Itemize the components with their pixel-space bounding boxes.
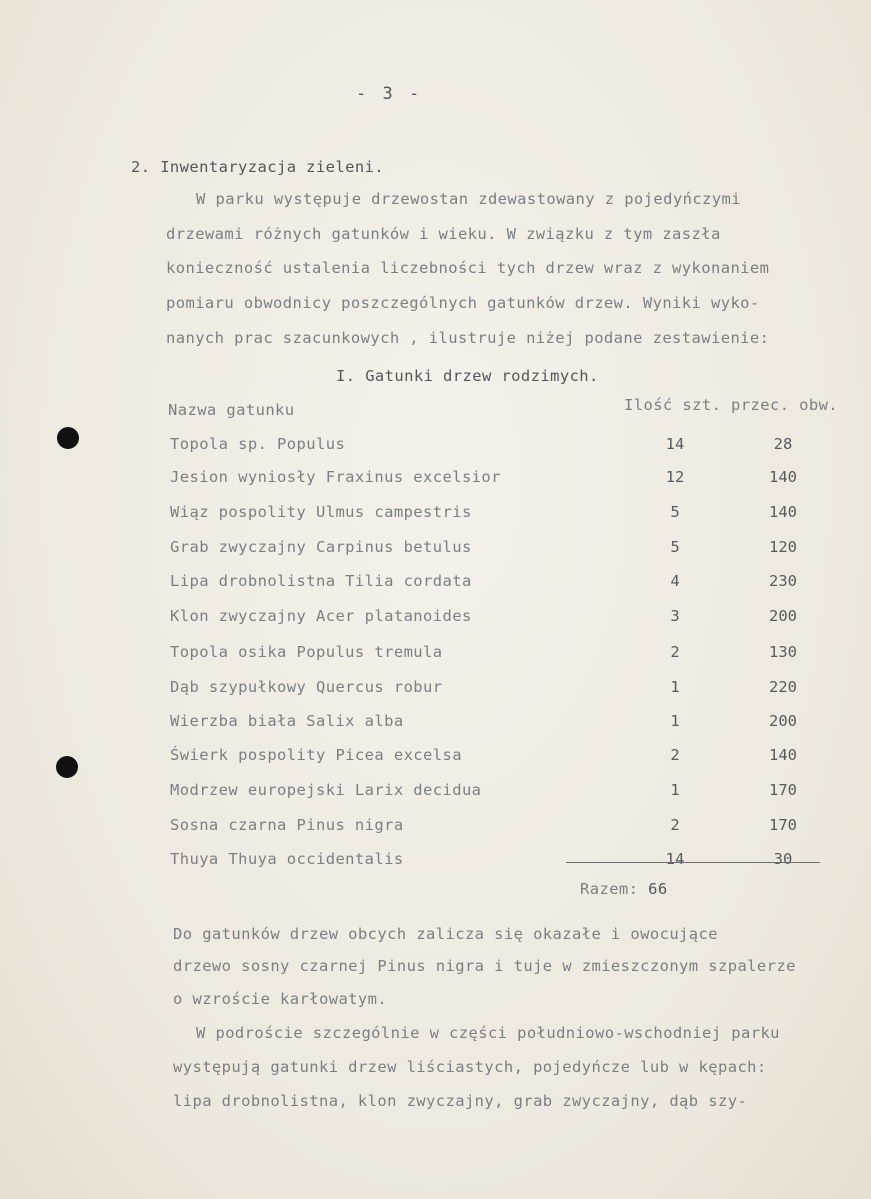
table-row	[0, 781, 871, 811]
table-total	[580, 880, 668, 898]
intro-line: W parku występuje drzewostan zdewastowany z pojedyńczymi	[196, 190, 741, 208]
column-header-qty-circumference: Ilość szt. przec. obw.	[624, 396, 839, 414]
species-name: Thuya Thuya occidentalis	[170, 850, 404, 868]
species-circumference: 130	[769, 643, 797, 661]
species-name: Sosna czarna Pinus nigra	[170, 816, 404, 834]
intro-line: pomiaru obwodnicy poszczególnych gatunków drzew. Wyniki wyko-	[166, 294, 760, 312]
species-name: Topola osika Populus tremula	[170, 643, 443, 661]
page-number: - 3 -	[356, 84, 423, 104]
species-circumference: 170	[769, 781, 797, 799]
table-row	[0, 643, 871, 673]
section-heading: 2. Inwentaryzacja zieleni.	[131, 158, 385, 176]
species-name: Dąb szypułkowy Quercus robur	[170, 678, 443, 696]
species-circumference: 200	[769, 607, 797, 625]
species-name: Świerk pospolity Picea excelsa	[170, 746, 462, 764]
species-quantity: 1	[670, 678, 680, 696]
table-row	[0, 503, 871, 533]
species-circumference: 140	[769, 746, 797, 764]
species-quantity: 14	[665, 435, 685, 453]
species-quantity: 3	[670, 607, 680, 625]
paragraph-line: W podroście szczególnie w części południowo-wschodniej parku	[196, 1024, 780, 1042]
species-name: Wiąz pospolity Ulmus campestris	[170, 503, 472, 521]
table-row	[0, 816, 871, 846]
species-quantity: 12	[665, 468, 685, 486]
species-name: Grab zwyczajny Carpinus betulus	[170, 538, 472, 556]
paragraph-line: lipa drobnolistna, klon zwyczajny, grab zwyczajny, dąb szy-	[173, 1092, 748, 1110]
species-name: Modrzew europejski Larix decidua	[170, 781, 482, 799]
species-quantity: 2	[670, 746, 680, 764]
paragraph-line: drzewo sosny czarnej Pinus nigra i tuje w zmieszczonym szpalerze	[173, 957, 796, 975]
column-header-name: Nazwa gatunku	[168, 401, 295, 419]
table-row	[0, 607, 871, 637]
sum-underline	[566, 862, 820, 863]
table-row	[0, 538, 871, 568]
intro-line: drzewami różnych gatunków i wieku. W związku z tym zaszła	[166, 225, 721, 243]
species-name: Wierzba biała Salix alba	[170, 712, 404, 730]
species-circumference: 170	[769, 816, 797, 834]
species-name: Klon zwyczajny Acer platanoides	[170, 607, 472, 625]
table-row	[0, 468, 871, 498]
table-row	[0, 746, 871, 776]
species-quantity: 5	[670, 503, 680, 521]
species-quantity: 2	[670, 643, 680, 661]
table-row	[0, 850, 871, 880]
species-circumference: 140	[769, 503, 797, 521]
paragraph-line: Do gatunków drzew obcych zalicza się okazałe i owocujące	[173, 925, 718, 943]
total-value: 66	[648, 880, 668, 898]
species-circumference: 220	[769, 678, 797, 696]
species-quantity: 5	[670, 538, 680, 556]
paragraph-line: występują gatunki drzew liściastych, pojedyńcze lub w kępach:	[173, 1058, 767, 1076]
table-title: I. Gatunki drzew rodzimych.	[336, 367, 599, 385]
species-quantity: 1	[670, 712, 680, 730]
species-circumference: 200	[769, 712, 797, 730]
intro-line: nanych prac szacunkowych , ilustruje niżej podane zestawienie:	[166, 329, 770, 347]
species-name: Topola sp. Populus	[170, 435, 346, 453]
paragraph-line: o wzroście karłowatym.	[173, 990, 388, 1008]
species-circumference: 28	[773, 435, 793, 453]
table-row	[0, 435, 871, 465]
table-row	[0, 678, 871, 708]
species-circumference: 230	[769, 572, 797, 590]
species-circumference: 120	[769, 538, 797, 556]
total-label: Razem:	[580, 880, 639, 898]
species-circumference: 30	[773, 850, 793, 868]
table-row	[0, 712, 871, 742]
species-circumference: 140	[769, 468, 797, 486]
species-name: Jesion wyniosły Fraxinus excelsior	[170, 468, 501, 486]
species-quantity: 14	[665, 850, 685, 868]
species-name: Lipa drobnolistna Tilia cordata	[170, 572, 472, 590]
species-quantity: 1	[670, 781, 680, 799]
intro-line: konieczność ustalenia liczebności tych drzew wraz z wykonaniem	[166, 259, 770, 277]
species-quantity: 2	[670, 816, 680, 834]
table-row	[0, 572, 871, 602]
species-quantity: 4	[670, 572, 680, 590]
